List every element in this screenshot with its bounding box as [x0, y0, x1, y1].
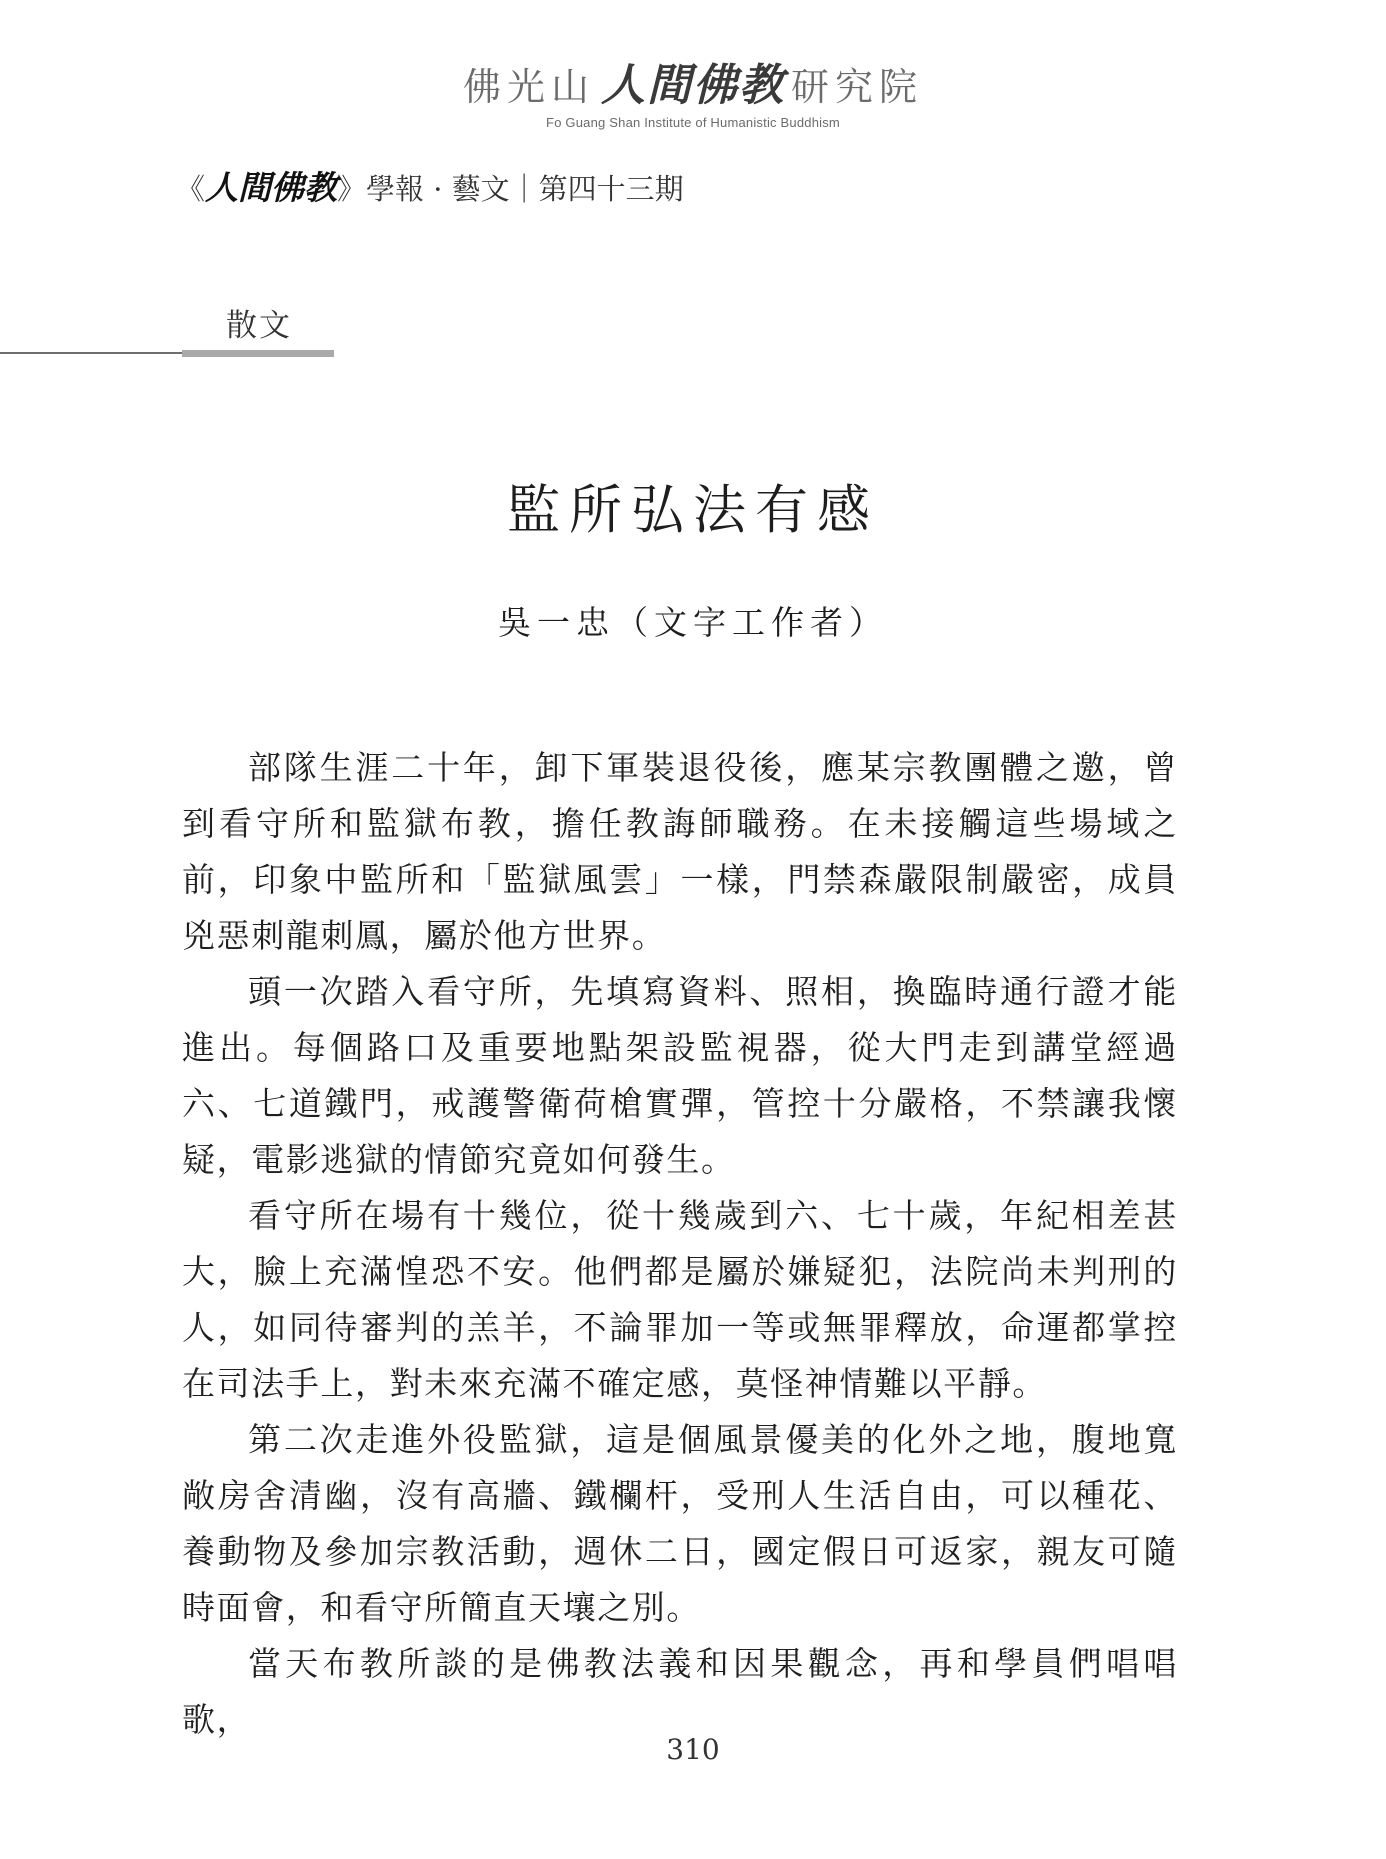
logo-prefix: 佛光山	[462, 65, 595, 109]
body-paragraph: 看守所在場有十幾位，從十幾歲到六、七十歲，年紀相差甚大，臉上充滿惶恐不安。他們都是屬於嫌疑犯，法院尚未判刑的人，如同待審判的羔羊，不論罪加一等或無罪釋放，命運都掌控在司法手上，對未來充滿不確定感，莫怪神情難以平靜。	[182, 1196, 1178, 1403]
institute-logo-line	[0, 62, 1386, 111]
logo-english-name: Fo Guang Shan Institute of Humanistic Buddhism	[546, 115, 840, 130]
article-author: 吳一忠（文字工作者）	[498, 603, 888, 642]
body-paragraph: 頭一次踏入看守所，先填寫資料、照相，換臨時通行證才能進出。每個路口及重要地點架設監視器，從大門走到講堂經過六、七道鐵門，戒護警衛荷槍實彈，管控十分嚴格，不禁讓我懷疑，電影逃獄的情節究竟如何發生。	[182, 972, 1178, 1179]
journal-name-brush: 人間佛教	[205, 168, 338, 207]
body-paragraph: 部隊生涯二十年，卸下軍裝退役後，應某宗教團體之邀，曾到看守所和監獄布教，擔任教誨師職務。在未接觸這些場域之前，印象中監所和「監獄風雲」一樣，門禁森嚴限制嚴密，成員兇惡刺龍刺鳳，屬於他方世界。	[182, 748, 1178, 955]
article-body	[182, 740, 1178, 1748]
section-divider-accent	[182, 350, 334, 357]
article-title: 監所弘法有感	[507, 480, 879, 541]
logo-brush-text: 人間佛教	[601, 60, 785, 111]
body-paragraph: 第二次走進外役監獄，這是個風景優美的化外之地，腹地寬敞房舍清幽，沒有高牆、鐵欄杆，受刑人生活自由，可以種花、養動物及參加宗教活動，週休二日，國定假日可返家，親友可隨時面會，和看守所簡直天壤之別。	[182, 1420, 1178, 1627]
journal-header	[176, 162, 684, 209]
body-paragraph: 當天布教所談的是佛教法義和因果觀念，再和學員們唱唱歌，	[182, 1644, 1178, 1739]
journal-name-open: 《	[176, 172, 206, 206]
institute-logo	[0, 62, 1386, 130]
page-number: 310	[666, 1733, 720, 1766]
section-label: 散文	[226, 308, 292, 344]
journal-name-rest: 》學報 · 藝文｜第四十三期	[337, 172, 684, 206]
logo-suffix: 研究院	[791, 65, 924, 109]
